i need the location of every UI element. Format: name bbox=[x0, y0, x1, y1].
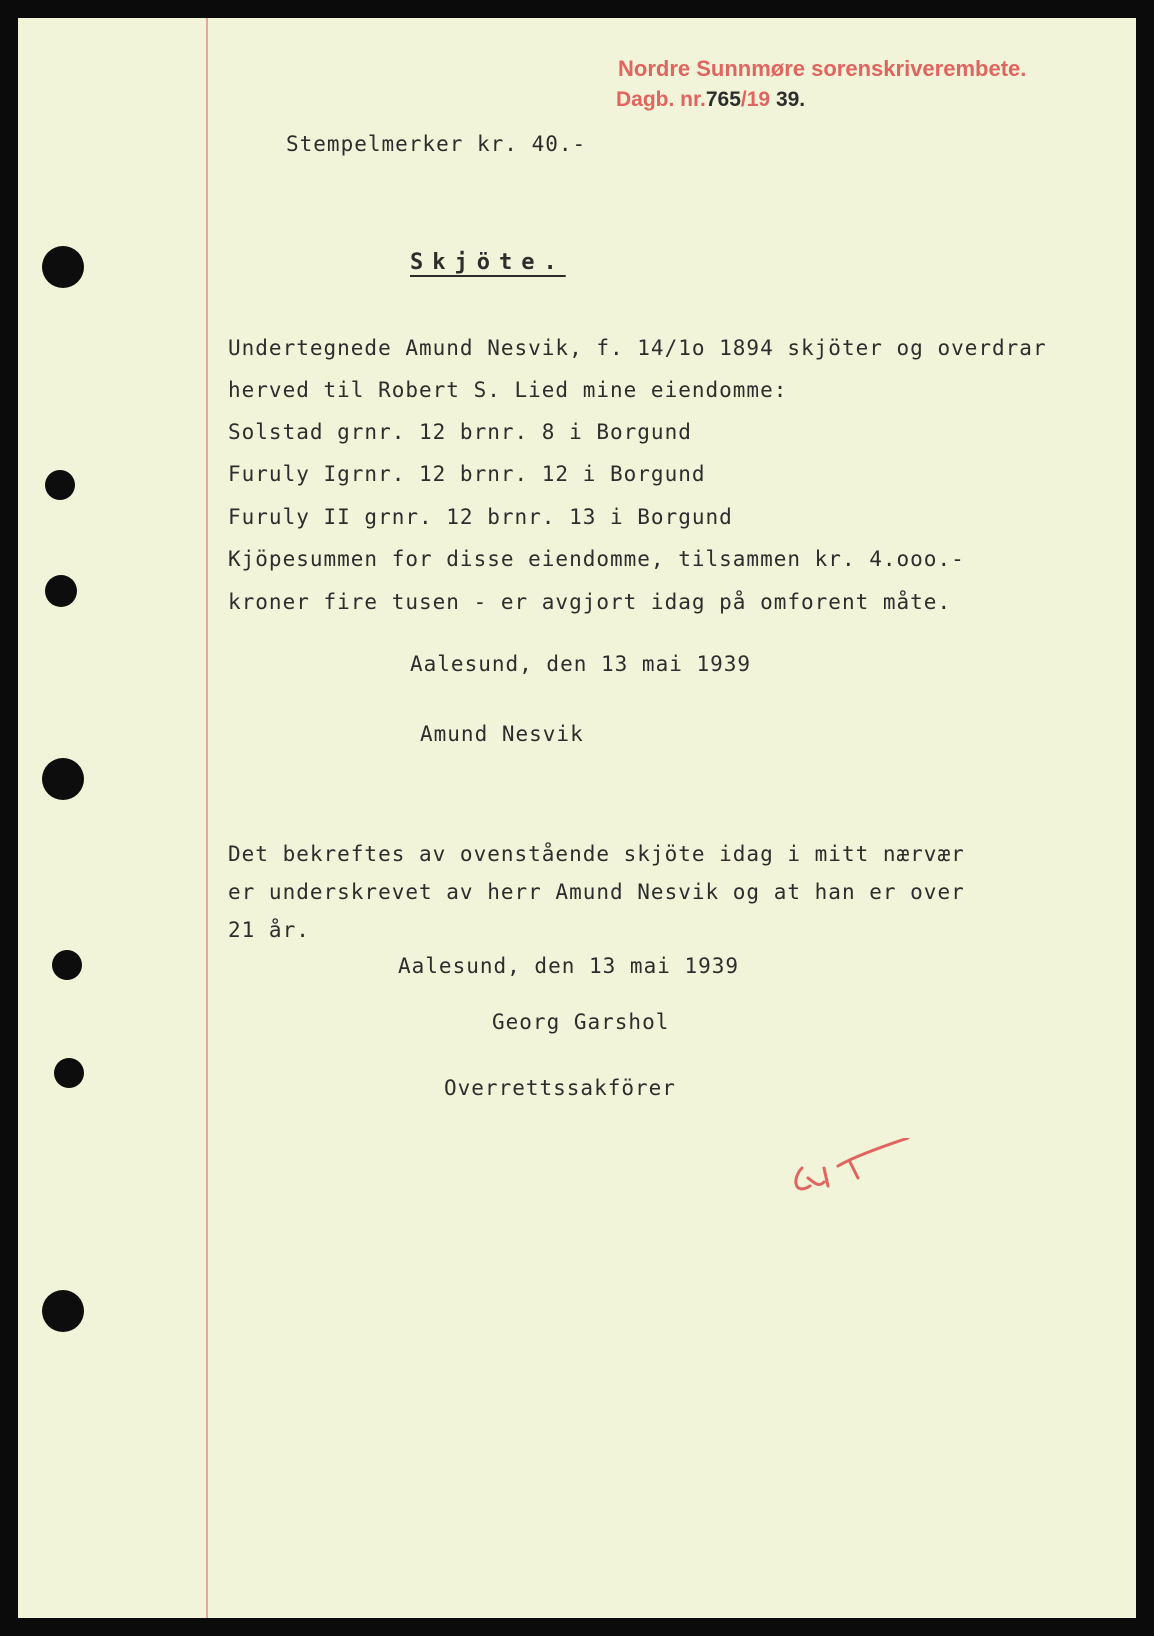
body-line-2: herved til Robert S. Lied mine eiendomme: bbox=[228, 378, 788, 402]
punch-hole-2 bbox=[45, 470, 75, 500]
attest-line-1: Det bekreftes av ovenstående skjöte idag i mitt nærvær bbox=[228, 842, 965, 866]
punch-hole-3 bbox=[45, 575, 77, 607]
signature-1: Amund Nesvik bbox=[420, 722, 584, 746]
punch-hole-4 bbox=[42, 758, 84, 800]
body-line-1: Undertegnede Amund Nesvik, f. 14/1o 1894 skjöter og overdrar bbox=[228, 336, 1047, 360]
document-title: Skjöte. bbox=[410, 250, 566, 275]
punch-hole-5 bbox=[52, 950, 82, 980]
dagbok-year-sep: /19 bbox=[740, 88, 771, 111]
body-line-5: Furuly II grnr. 12 brnr. 13 i Borgund bbox=[228, 505, 733, 529]
punch-hole-1 bbox=[42, 246, 84, 288]
dagbok-label: Dagb. nr. bbox=[616, 88, 706, 111]
office-stamp: Nordre Sunnmøre sorenskriverembete. bbox=[618, 56, 1027, 81]
document-page bbox=[18, 18, 1136, 1618]
stamp-duty: Stempelmerker kr. 40.- bbox=[286, 132, 587, 156]
body-line-3: Solstad grnr. 12 brnr. 8 i Borgund bbox=[228, 420, 692, 444]
dagbok-stamp bbox=[616, 88, 805, 112]
dagbok-year: 39. bbox=[775, 88, 806, 111]
signature-2: Georg Garshol bbox=[492, 1010, 670, 1034]
body-line-7: kroner fire tusen - er avgjort idag på omforent måte. bbox=[228, 590, 952, 614]
place-date-1: Aalesund, den 13 mai 1939 bbox=[410, 652, 752, 676]
margin-line bbox=[206, 18, 208, 1618]
dagbok-number: 765 bbox=[705, 88, 741, 111]
body-line-6: Kjöpesummen for disse eiendomme, tilsammen kr. 4.ooo.- bbox=[228, 547, 965, 571]
attest-line-3: 21 år. bbox=[228, 918, 310, 942]
body-line-4: Furuly Igrnr. 12 brnr. 12 i Borgund bbox=[228, 462, 706, 486]
punch-hole-7 bbox=[42, 1290, 84, 1332]
punch-hole-6 bbox=[54, 1058, 84, 1088]
handwritten-initials bbox=[788, 1138, 918, 1208]
signature-2-title: Overrettssakförer bbox=[444, 1076, 676, 1100]
place-date-2: Aalesund, den 13 mai 1939 bbox=[398, 954, 740, 978]
attest-line-2: er underskrevet av herr Amund Nesvik og at han er over bbox=[228, 880, 965, 904]
